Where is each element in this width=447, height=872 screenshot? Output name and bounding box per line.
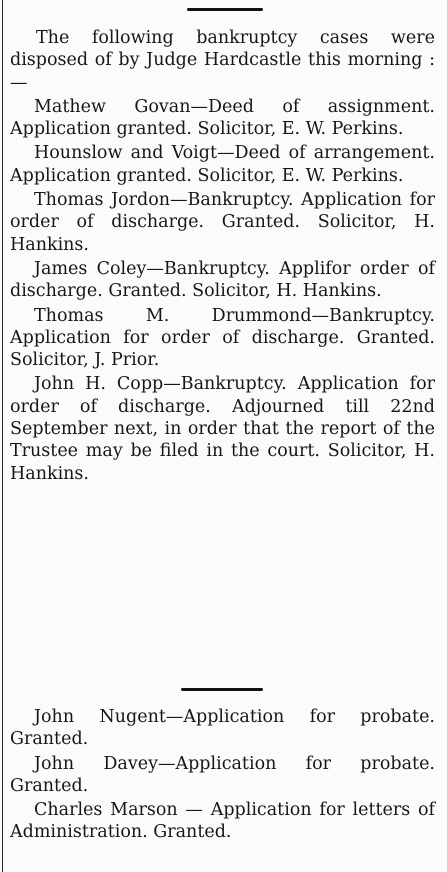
case-paragraph: James Coley—Bankruptcy. Applifor order of discharge. Granted. Solicitor, H. Hankins. (10, 258, 435, 302)
probate-paragraph: Charles Marson — Application for letters of Administration. Granted. (10, 800, 435, 843)
probate-paragraph: John Davey—Application for probate. Granted. (10, 753, 435, 796)
case-paragraph: Mathew Govan—Deed of assignment. Application granted. Solicitor, E. W. Perkins. (10, 96, 435, 140)
probate-paragraph: John Nugent—Application for probate. Granted. (10, 707, 435, 750)
bankruptcy-cases-section (10, 27, 435, 487)
column-rule (2, 0, 3, 872)
intro-paragraph: The following bankruptcy cases were disposed of by Judge Hardcastle this morning :— (10, 28, 435, 93)
case-paragraph: Thomas Jordon—Bankruptcy. Application for order of discharge. Granted. Solicitor, H. Hankins. (10, 190, 435, 255)
section-divider-middle (181, 688, 263, 691)
case-paragraph: John H. Copp—Bankruptcy. Application for order of discharge. Adjourned till 22nd September next, in order that the report of the Trustee may be filed in the court. Solicitor, H. Hankins. (10, 374, 435, 484)
case-paragraph: Thomas M. Drummond—Bankruptcy. Application for order of discharge. Granted. Solicitor, J. Prior. (10, 305, 435, 371)
case-paragraph: Hounslow and Voigt—Deed of arrangement. Application granted. Solicitor, E. W. Perkins. (10, 143, 435, 186)
probate-section (10, 706, 435, 846)
section-divider-top (187, 8, 263, 11)
